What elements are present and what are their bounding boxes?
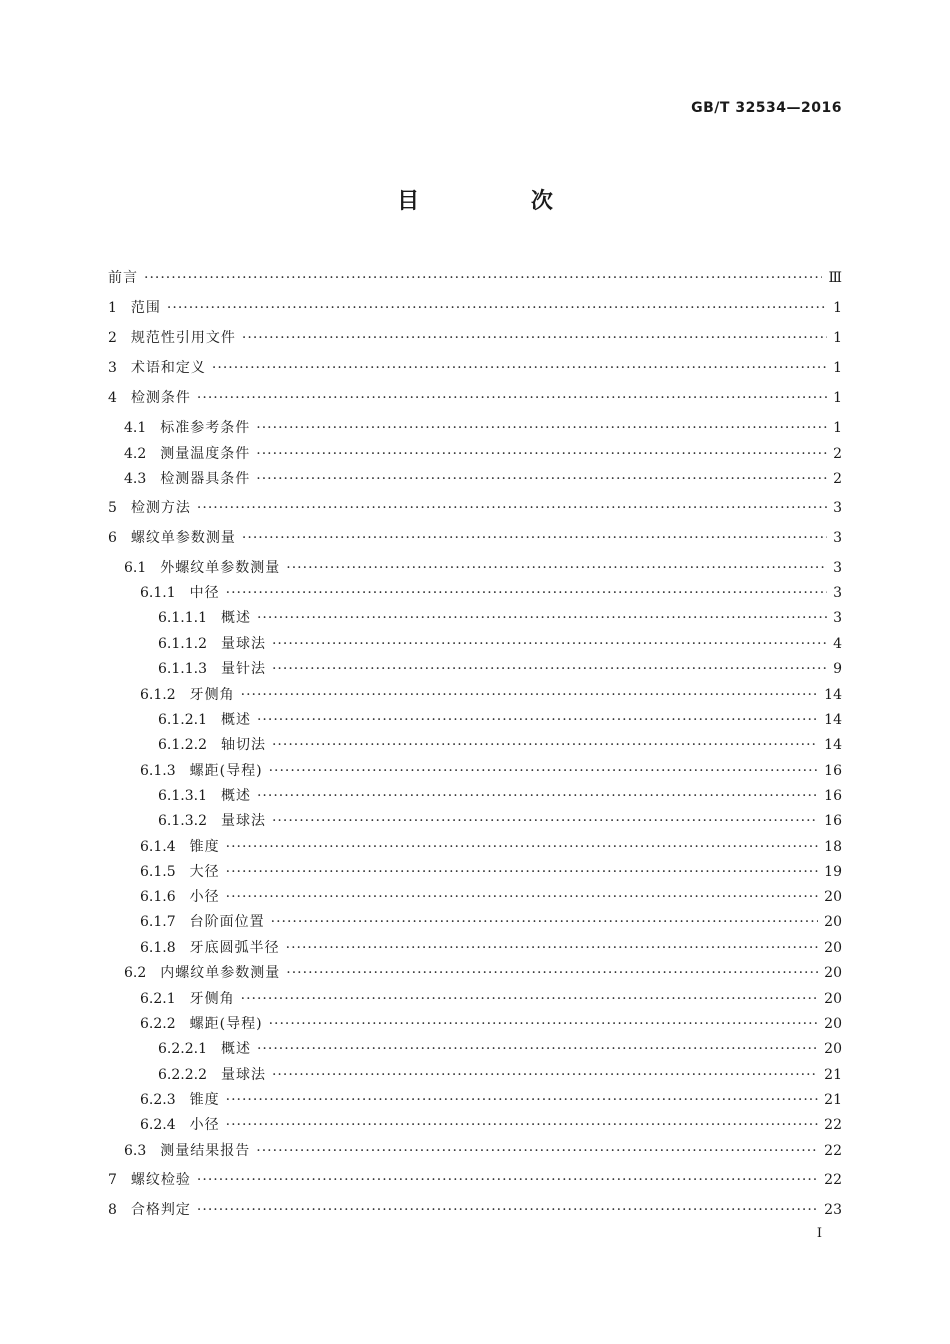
toc-entry[interactable]: [108, 887, 842, 907]
toc-entry-number: 6.1.1.2: [158, 636, 207, 652]
toc-entry-number: 6: [108, 530, 117, 546]
toc-entry-number: 4.3: [124, 471, 147, 487]
toc-entry-page: 14: [824, 737, 842, 753]
toc-entry[interactable]: [108, 862, 842, 882]
page-number: I: [816, 1226, 822, 1241]
toc-entry-page: 20: [824, 965, 842, 981]
toc-leader-dots: [272, 634, 827, 654]
toc-entry-label: 测量温度条件: [160, 446, 251, 462]
toc-entry-page: 20: [824, 889, 842, 905]
standard-code: GB/T 32534—2016: [691, 100, 842, 116]
toc-leader-dots: [241, 685, 819, 705]
toc-leader-dots: [269, 761, 819, 781]
toc-entry-page: 9: [833, 661, 842, 677]
toc-entry-label: 内螺纹单参数测量: [160, 965, 281, 981]
toc-leader-dots: [272, 1065, 818, 1085]
toc-entry-label: 小径: [189, 889, 220, 905]
toc-entry[interactable]: [108, 268, 842, 288]
toc-leader-dots: [226, 862, 819, 882]
toc-entry[interactable]: [108, 634, 842, 654]
toc-entry[interactable]: [108, 1090, 842, 1110]
toc-entry-number: 6.2.2.1: [158, 1041, 207, 1057]
toc-leader-dots: [256, 418, 827, 438]
toc-entry-label: 螺纹检验: [130, 1172, 191, 1188]
toc-entry[interactable]: [108, 659, 842, 679]
toc-entry-label: 牙侧角: [189, 687, 235, 703]
toc-entry-number: 6.2.2: [140, 1016, 176, 1032]
toc-entry-number: 6.2.4: [140, 1117, 176, 1133]
toc-entry-label: 锥度: [189, 839, 220, 855]
toc-entry-number: 6.1: [124, 560, 147, 576]
toc-entry[interactable]: [108, 710, 842, 730]
toc-leader-dots: [242, 528, 827, 548]
toc-entry[interactable]: [108, 811, 842, 831]
toc-entry-page: 20: [824, 940, 842, 956]
toc-entry-label: 小径: [189, 1117, 220, 1133]
toc-entry[interactable]: [108, 528, 842, 548]
toc-leader-dots: [197, 1200, 818, 1220]
toc-entry-number: 6.1.5: [140, 864, 176, 880]
toc-entry-page: 22: [824, 1143, 842, 1159]
toc-entry-label: 牙侧角: [189, 991, 235, 1007]
toc-entry-label: 量球法: [220, 813, 266, 829]
toc-leader-dots: [241, 989, 819, 1009]
toc-leader-dots: [271, 912, 819, 932]
toc-entry-page: 1: [833, 330, 842, 346]
toc-leader-dots: [144, 268, 822, 288]
toc-entry-page: 20: [824, 1041, 842, 1057]
toc-entry-label: 量针法: [220, 661, 266, 677]
toc-entry-number: 6.2: [124, 965, 147, 981]
toc-entry-number: 6.1.2.2: [158, 737, 207, 753]
toc-entry-number: 1: [108, 300, 117, 316]
toc-entry-page: 21: [824, 1067, 842, 1083]
toc-entry-number: 6.3: [124, 1143, 147, 1159]
toc-entry-page: 19: [824, 864, 842, 880]
toc-leader-dots: [167, 298, 827, 318]
toc-entry-page: 22: [824, 1172, 842, 1188]
toc-entry-page: 3: [833, 560, 842, 576]
toc-entry-number: 6.2.3: [140, 1092, 176, 1108]
toc-leader-dots: [286, 558, 827, 578]
toc-entry[interactable]: [108, 558, 842, 578]
toc-entry-number: 6.1.3.1: [158, 788, 207, 804]
toc-leader-dots: [226, 1115, 819, 1135]
toc-entry[interactable]: [108, 685, 842, 705]
toc-entry-page: 3: [833, 585, 842, 601]
toc-entry[interactable]: [108, 1039, 842, 1059]
toc-entry[interactable]: [108, 444, 842, 464]
toc-entry-number: 6.1.1.3: [158, 661, 207, 677]
toc-entry-page: 23: [824, 1202, 842, 1218]
toc-entry-page: 3: [833, 610, 842, 626]
toc-leader-dots: [226, 887, 819, 907]
toc-entry-number: 4.2: [124, 446, 147, 462]
toc-entry[interactable]: [108, 1014, 842, 1034]
toc-entry-page: 18: [824, 839, 842, 855]
toc-entry-page: 22: [824, 1117, 842, 1133]
toc-entry[interactable]: [108, 328, 842, 348]
toc-leader-dots: [272, 735, 818, 755]
toc-entry-page: 14: [824, 687, 842, 703]
toc-entry-number: 7: [108, 1172, 117, 1188]
toc-entry-page: 16: [824, 788, 842, 804]
toc-leader-dots: [257, 710, 818, 730]
toc-leader-dots: [257, 1039, 818, 1059]
toc-entry-number: 5: [108, 500, 117, 516]
toc-entry-label: 术语和定义: [130, 360, 206, 376]
toc-entry-label: 大径: [189, 864, 220, 880]
toc-entry[interactable]: [108, 469, 842, 489]
toc-entry-page: Ⅲ: [828, 270, 842, 286]
toc-leader-dots: [197, 1170, 818, 1190]
toc-entry-number: 6.1.7: [140, 914, 176, 930]
toc-entry-page: 16: [824, 813, 842, 829]
toc-entry-page: 1: [833, 390, 842, 406]
toc-entry[interactable]: [108, 418, 842, 438]
toc-entry-page: 20: [824, 1016, 842, 1032]
toc-entry-label: 牙底圆弧半径: [189, 940, 280, 956]
toc-entry[interactable]: [108, 761, 842, 781]
toc-entry-number: 8: [108, 1202, 117, 1218]
toc-entry[interactable]: [108, 498, 842, 518]
toc-entry-label: 量球法: [220, 636, 266, 652]
toc-leader-dots: [272, 659, 827, 679]
toc-entry-label: 检测方法: [130, 500, 191, 516]
toc-entry[interactable]: [108, 1065, 842, 1085]
toc-entry[interactable]: [108, 358, 842, 378]
toc-leader-dots: [212, 358, 827, 378]
toc-entry[interactable]: [108, 608, 842, 628]
toc-entry-label: 规范性引用文件: [130, 330, 236, 346]
toc-entry-label: 测量结果报告: [160, 1143, 251, 1159]
toc-entry-page: 2: [833, 446, 842, 462]
toc-title: 目 次: [397, 189, 605, 214]
toc-entry[interactable]: [108, 1141, 842, 1161]
toc-entry-page: 1: [833, 420, 842, 436]
toc-entry-label: 标准参考条件: [160, 420, 251, 436]
toc-leader-dots: [286, 938, 819, 958]
toc-entry-label: 台阶面位置: [189, 914, 265, 930]
toc-entry-label: 螺距(导程): [189, 1016, 263, 1032]
toc-entry-label: 螺距(导程): [189, 763, 263, 779]
toc-leader-dots: [226, 837, 819, 857]
toc-entry-number: 6.1.3: [140, 763, 176, 779]
toc-leader-dots: [286, 963, 818, 983]
toc-entry-number: 6.2.1: [140, 991, 176, 1007]
toc-entry[interactable]: [108, 1115, 842, 1135]
toc-entry[interactable]: [108, 837, 842, 857]
toc-entry-label: 合格判定: [130, 1202, 191, 1218]
toc-entry[interactable]: [108, 1200, 842, 1220]
toc-entry-number: 6.1.2: [140, 687, 176, 703]
toc-leader-dots: [242, 328, 827, 348]
toc-entry-number: 6.1.6: [140, 889, 176, 905]
toc-entry-label: 锥度: [189, 1092, 220, 1108]
toc-entry-number: 6.2.2.2: [158, 1067, 207, 1083]
toc-entry-label: 轴切法: [220, 737, 266, 753]
toc-entry-label: 检测条件: [130, 390, 191, 406]
toc-entry-page: 3: [833, 530, 842, 546]
toc-entry[interactable]: [108, 938, 842, 958]
toc-entry-page: 20: [824, 914, 842, 930]
toc-entry-label: 螺纹单参数测量: [130, 530, 236, 546]
toc-entry-label: 范围: [130, 300, 161, 316]
toc-entry[interactable]: [108, 786, 842, 806]
toc-leader-dots: [269, 1014, 819, 1034]
toc-entry[interactable]: [108, 963, 842, 983]
toc-entry-number: 6.1.1.1: [158, 610, 207, 626]
toc-entry-label: 中径: [189, 585, 220, 601]
toc-entry-page: 21: [824, 1092, 842, 1108]
toc-entry[interactable]: [108, 735, 842, 755]
toc-leader-dots: [226, 1090, 819, 1110]
toc-leader-dots: [256, 444, 827, 464]
toc-entry-number: 6.1.1: [140, 585, 176, 601]
toc-entry-label: 概述: [220, 712, 251, 728]
toc-entry-number: 6.1.4: [140, 839, 176, 855]
toc-entry[interactable]: [108, 583, 842, 603]
toc-entry-page: 20: [824, 991, 842, 1007]
toc-entry-label: 量球法: [220, 1067, 266, 1083]
toc-entry-number: 6.1.8: [140, 940, 176, 956]
toc-entry[interactable]: [108, 912, 842, 932]
toc-leader-dots: [257, 786, 818, 806]
toc-entry[interactable]: [108, 989, 842, 1009]
toc-entry-page: 3: [833, 500, 842, 516]
toc-entry-number: 3: [108, 360, 117, 376]
toc-entry-number: 4: [108, 390, 117, 406]
toc-entry-page: 14: [824, 712, 842, 728]
toc-entry-label: 概述: [220, 1041, 251, 1057]
toc-leader-dots: [256, 469, 827, 489]
toc-entry-number: 6.1.3.2: [158, 813, 207, 829]
toc-entry-number: 6.1.2.1: [158, 712, 207, 728]
toc-entry[interactable]: [108, 1170, 842, 1190]
toc-entry-label: 外螺纹单参数测量: [160, 560, 281, 576]
toc-leader-dots: [256, 1141, 818, 1161]
toc-leader-dots: [257, 608, 827, 628]
toc-entry-label: 概述: [220, 788, 251, 804]
toc-leader-dots: [197, 498, 827, 518]
toc-entry-label: 概述: [220, 610, 251, 626]
toc-entry[interactable]: [108, 388, 842, 408]
toc-leader-dots: [272, 811, 818, 831]
toc-entry-page: 16: [824, 763, 842, 779]
toc-leader-dots: [226, 583, 827, 603]
toc-leader-dots: [197, 388, 827, 408]
toc-entry-number: 2: [108, 330, 117, 346]
toc-entry-page: 1: [833, 360, 842, 376]
toc-entry-page: 2: [833, 471, 842, 487]
toc-entry-label: 检测器具条件: [160, 471, 251, 487]
toc-entry[interactable]: [108, 298, 842, 318]
toc-entry-label: 前言: [108, 270, 138, 286]
toc-entry-number: 4.1: [124, 420, 147, 436]
toc-entry-page: 4: [833, 636, 842, 652]
toc-entry-page: 1: [833, 300, 842, 316]
